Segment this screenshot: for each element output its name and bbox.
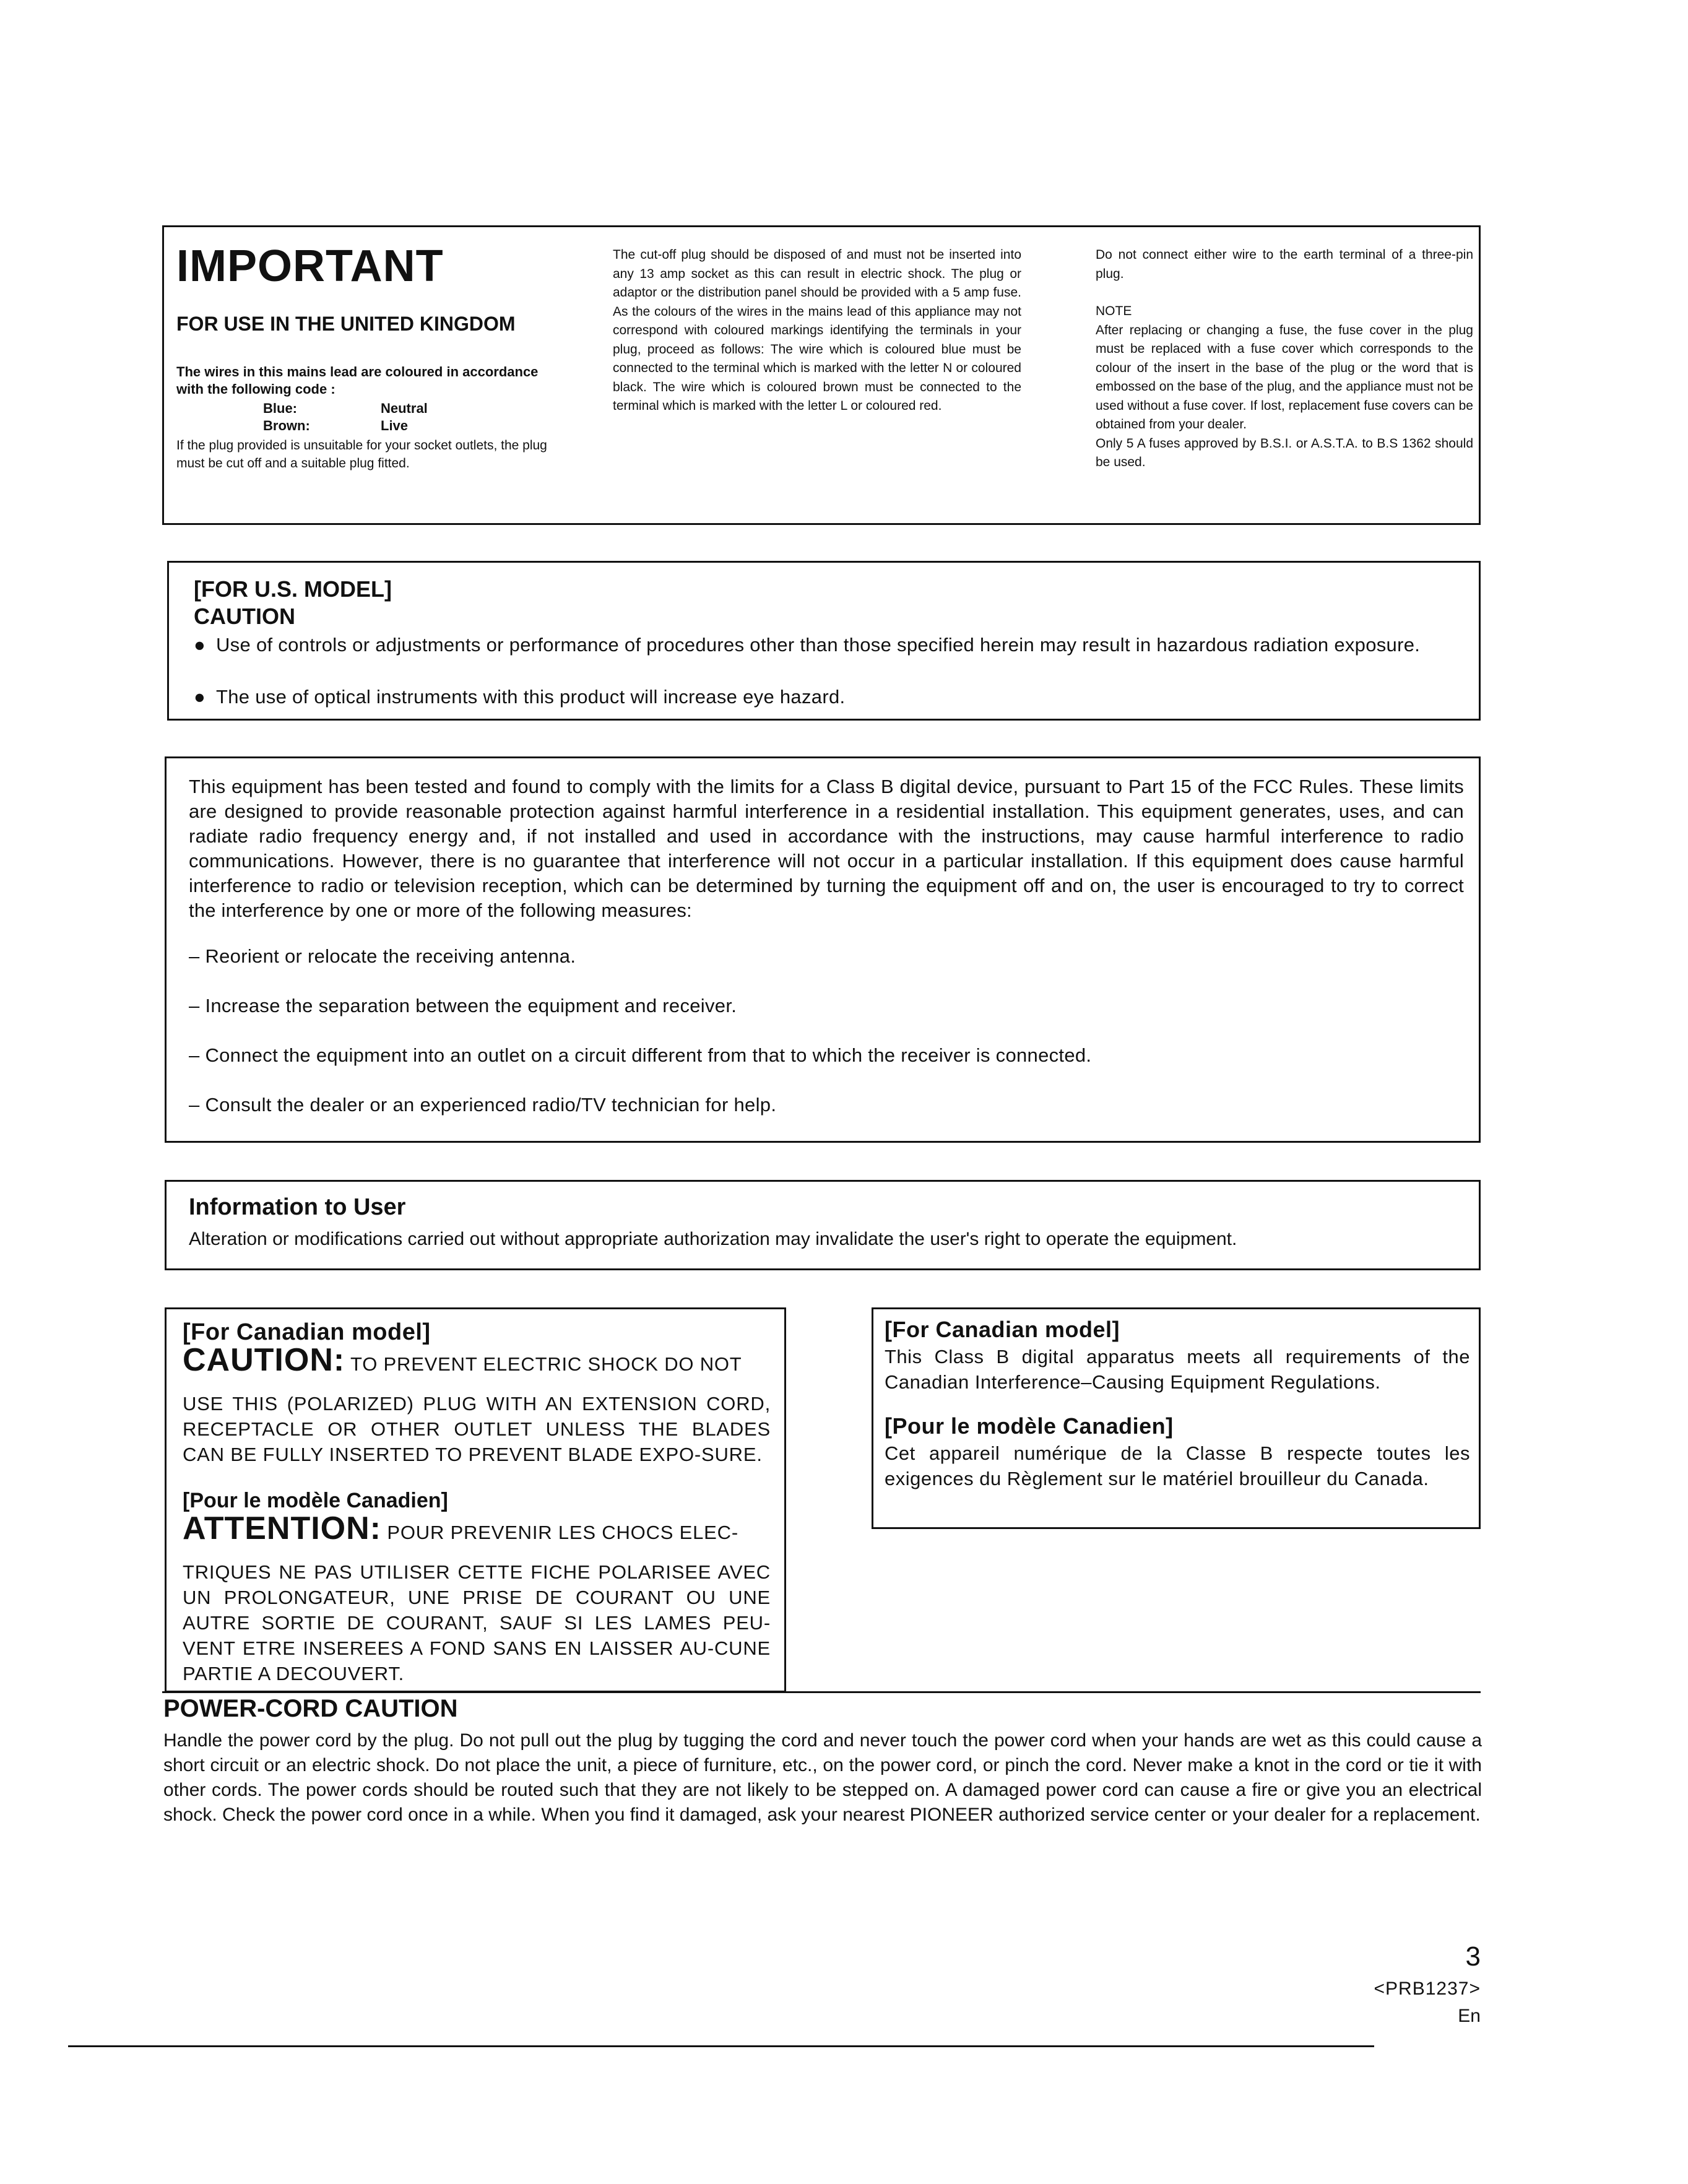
language-code: En — [1458, 2006, 1481, 2026]
caution-bullet-text: The use of optical instruments with this product will increase eye hazard. — [216, 686, 846, 708]
information-to-user-box — [165, 1180, 1481, 1270]
important-title: IMPORTANT — [176, 241, 444, 291]
fuse-cover-text: After replacing or changing a fuse, the fuse cover in the plug must be replaced with a fuse cover which corresponds to the colour of the insert in the base of the plug or the word that is embossed on the base of the plug, and the appliance must not be used without a fuse cover. If lost, replacement fuse covers can be obtained from your dealer. — [1096, 323, 1473, 431]
uk-subtitle: FOR USE IN THE UNITED KINGDOM — [176, 313, 516, 335]
bullet-icon: ● — [194, 686, 206, 708]
wire-code-blue — [263, 401, 428, 417]
us-model-label: [FOR U.S. MODEL] — [194, 576, 392, 602]
plug-unsuitable-text: If the plug provided is unsuitable for your socket outlets, the plug must be cut off and a suitable plug fitted. — [176, 438, 547, 470]
footer-rule — [68, 2045, 1374, 2047]
fcc-measure: – Consult the dealer or an experienced radio/TV technician for help. — [189, 1094, 777, 1116]
us-caution-box — [167, 561, 1481, 721]
page-number: 3 — [1465, 1941, 1481, 1972]
attention-first-line — [183, 1510, 771, 1546]
fuse-approval-text: Only 5 A fuses approved by B.S.I. or A.S.T.A. to B.S 1362 should be used. — [1096, 436, 1473, 469]
canadian-interference-text: This Class B digital apparatus meets all requirements of the Canadian Interference–Causing Equipment Regulations. — [885, 1346, 1470, 1393]
caution-word: CAUTION: — [183, 1342, 345, 1378]
caution-first-text: TO PREVENT ELECTRIC SHOCK DO NOT — [350, 1353, 742, 1375]
bullet-icon: ● — [194, 634, 206, 656]
caution-bullet-text: Use of controls or adjustments or performance of procedures other than those specified herein may result in hazardous radiation exposure. — [216, 634, 1421, 656]
earth-terminal-column — [1096, 246, 1473, 472]
fcc-measure: – Reorient or relocate the receiving antenna. — [189, 945, 576, 967]
canadian-model-label: [For Canadian model] — [183, 1319, 431, 1345]
fcc-measure: – Increase the separation between the equipment and receiver. — [189, 995, 737, 1016]
power-cord-text: Handle the power cord by the plug. Do not pull out the plug by tugging the cord and never touch the power cord when your hands are wet as this could cause a short circuit or an electric shock. Do not place the unit, a piece of furniture, etc., on the power cord, or pinch the cord. Never make a knot in the cord or tie it with other cords. The power cords should be routed such that they are not likely to be stepped on. A damaged power cord can cause a fire or give you an electrical shock. Check the power cord once in a while. When you find it damaged, ask your nearest PIONEER authorized service center or your dealer for a replacement. — [163, 1730, 1482, 1825]
info-text: Alteration or modifications carried out without appropriate authorization may invalidate the user's right to operate the equipment. — [189, 1229, 1237, 1249]
section-divider — [162, 1691, 1481, 1693]
french-model-label: [Pour le modèle Canadien] — [183, 1489, 448, 1512]
info-title: Information to User — [189, 1194, 406, 1220]
caution-first-line — [183, 1342, 771, 1378]
note-label: NOTE — [1096, 304, 1132, 318]
wire-meaning-label: Live — [381, 418, 409, 433]
document-code: <PRB1237> — [1374, 1978, 1481, 1999]
caution-bullet — [194, 684, 1463, 710]
fcc-paragraph: This equipment has been tested and found to comply with the limits for a Class B digital device, pursuant to Part 15 of the FCC Rules. These limits are designed to provide reasonable protection against harmful interference in a residential installation. This equipment generates, uses, and can radiate radio frequency energy and, if not installed and used in accordance with the instructions, may cause harmful interference to radio communications. However, there is no guarantee that interference will not occur in a particular installation. If this equipment does cause harmful interference to radio or television reception, which can be determined by turning the equipment off and on, the user is encouraged to try to correct the interference by one or more of the following measures: — [189, 776, 1464, 921]
caution-body-text: USE THIS (POLARIZED) PLUG WITH AN EXTENSION CORD, RECEPTACLE OR OTHER OUTLET UNLESS THE BLADES CAN BE FULLY INSERTED TO PREVENT BLADE EXPO-SURE. — [183, 1393, 771, 1465]
fcc-statement-box — [165, 756, 1481, 1143]
wire-code-brown — [263, 418, 408, 434]
french-model-label: [Pour le modèle Canadien] — [885, 1413, 1174, 1439]
important-uk-box — [162, 225, 1481, 525]
wire-color-label: Brown: — [263, 418, 310, 433]
wire-color-label: Blue: — [263, 401, 297, 416]
wire-code-lead: The wires in this mains lead are coloured in accordance with the following code : — [176, 364, 539, 397]
attention-word: ATTENTION: — [183, 1510, 381, 1546]
power-cord-title: POWER-CORD CAUTION — [163, 1695, 458, 1722]
caution-heading: CAUTION — [194, 604, 295, 629]
canadian-caution-box — [165, 1307, 786, 1692]
canadian-interference-box — [872, 1307, 1481, 1529]
earth-terminal-text: Do not connect either wire to the earth terminal of a three-pin plug. — [1096, 248, 1473, 281]
attention-first-text: POUR PREVENIR LES CHOCS ELEC- — [387, 1522, 738, 1543]
cut-off-plug-text: The cut-off plug should be disposed of and must not be inserted into any 13 amp socket as this can result in electric shock. The plug or adaptor or the distribution panel should be provided with a 5 amp fuse. As the colours of the wires in the mains lead of this appliance may not correspond with coloured markings identifying the terminals in your plug, proceed as follows: The wire which is coloured blue must be connected to the terminal which is marked with the letter N or coloured black. The wire which is coloured brown must be connected to the terminal which is marked with the letter L or coloured red. — [613, 248, 1021, 413]
fcc-measure: – Connect the equipment into an outlet on a circuit different from that to which the receiver is connected. — [189, 1044, 1092, 1066]
caution-bullet — [194, 632, 1463, 658]
french-interference-text: Cet appareil numérique de la Classe B respecte toutes les exigences du Règlement sur le matériel brouilleur du Canada. — [885, 1442, 1470, 1489]
canadian-model-label: [For Canadian model] — [885, 1317, 1120, 1342]
wire-meaning-label: Neutral — [381, 401, 428, 416]
attention-body-text: TRIQUES NE PAS UTILISER CETTE FICHE POLARISEE AVEC UN PROLONGATEUR, UNE PRISE DE COURANT OU UNE AUTRE SORTIE DE COURANT, SAUF SI LES LAMES PEU-VENT ETRE INSEREES A FOND SANS EN LAISSER AU-CUNE PARTIE A DECOUVERT. — [183, 1561, 771, 1684]
